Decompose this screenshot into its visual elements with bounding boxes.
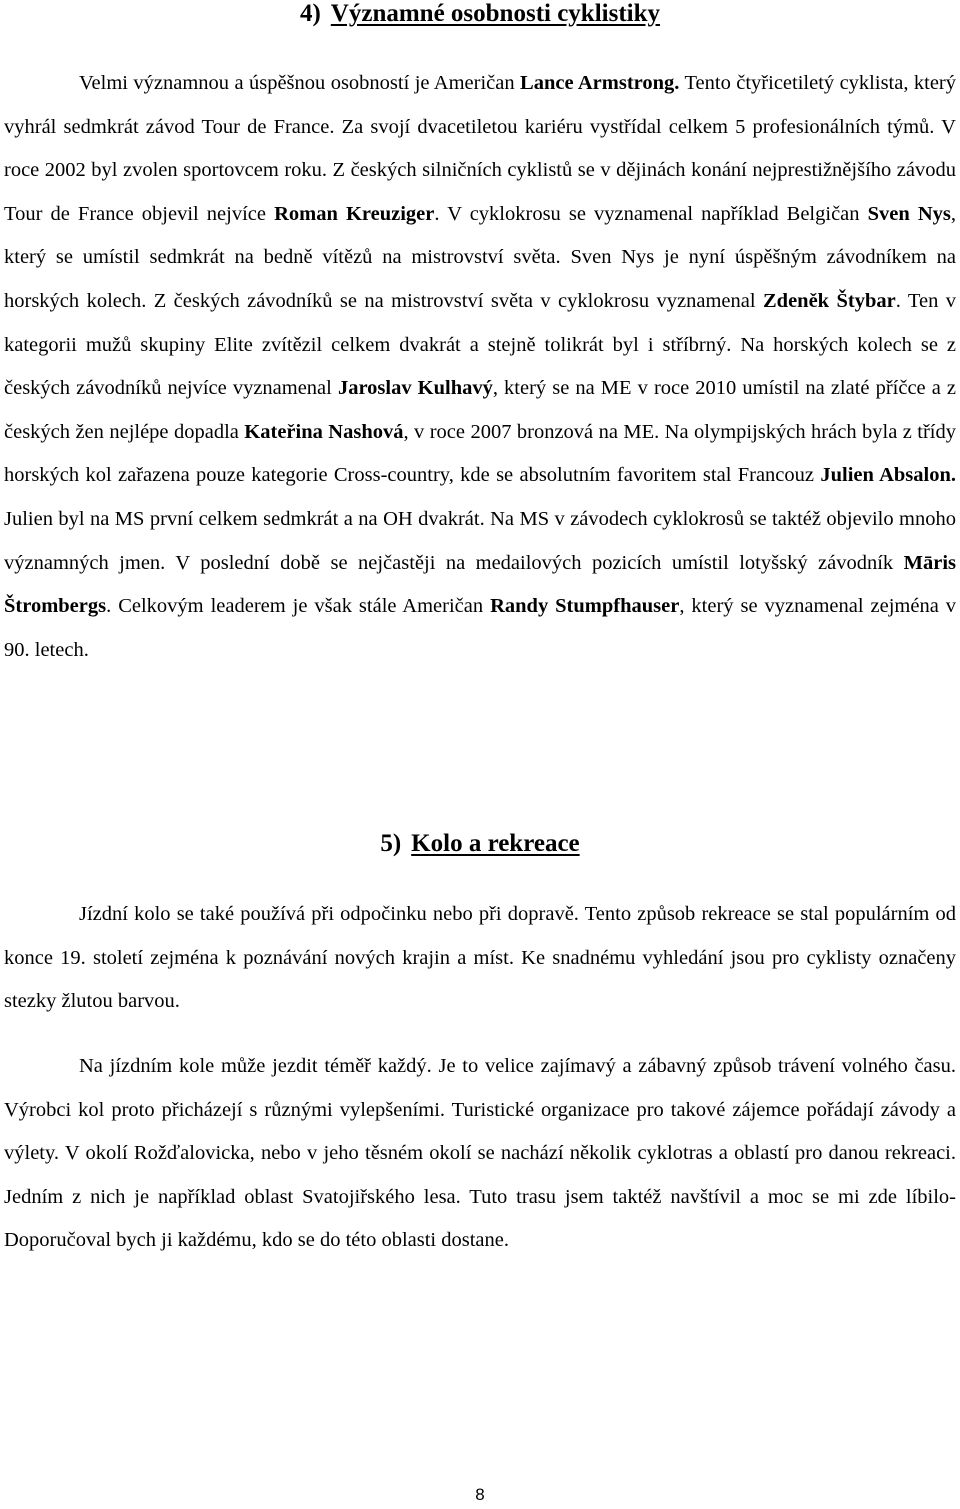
- section-5-title: Kolo a rekreace: [411, 830, 580, 857]
- person-name: Sven Nys: [867, 202, 951, 225]
- text-run: , který se vyznamenal zejména v 90. letech.: [4, 595, 956, 661]
- section-5-number: 5): [380, 830, 402, 857]
- text-run: . Ten v kategorii mužů skupiny Elite zvítězil celkem dvakrát a stejně tolikrát byl i stříbrný. Na horských kolech se z českých závodníků nejvíce vyznamenal: [4, 289, 956, 400]
- person-name: Julien Absalon.: [820, 464, 956, 487]
- person-name: Lance Armstrong.: [520, 72, 680, 94]
- section-4-paragraph: [4, 62, 956, 672]
- section-5-heading: [0, 830, 960, 858]
- text-run: , který se umístil sedmkrát na bedně vítězů na mistrovství světa. Sven Nys je nyní úspěšným závodníkem na horských kolech. Z českých závodníků se na mistrovství světa v cyklokrosu vyznamenal: [4, 202, 956, 312]
- text-run: Tento čtyřicetiletý cyklista, který vyhrál sedmkrát závod Tour de France. Za svojí dvacetiletou kariéru vystřídal celkem 5 profesionálních týmů. V roce 2002 byl zvolen sportovcem roku. Z českých silničních cyklistů se v dějinách konání nejprestižnějšího závodu Tour de France objevil nejvíce: [4, 72, 957, 225]
- person-name: Māris Štrombergs: [4, 551, 956, 618]
- text-run: Julien byl na MS první celkem sedmkrát a na OH dvakrát. Na MS v závodech cyklokrosů se taktéž objevilo mnoho významných jmen. V poslední době se nejčastěji na medailových pozicích umístil lotyšský závodník: [4, 507, 956, 574]
- person-name: Roman Kreuziger: [274, 202, 435, 225]
- section-4-number: 4): [299, 0, 321, 27]
- section-5-paragraph-1: Jízdní kolo se také používá při odpočinku nebo při dopravě. Tento způsob rekreace se stal populárním od konce 19. století zejména k poznávání nových krajin a míst. Ke snadnému vyhledání jsou pro cyklisty označeny stezky žlutou barvou.: [4, 903, 956, 1013]
- section-4-title: Významné osobnosti cyklistiky: [330, 0, 661, 27]
- section-5-paragraph-2: Na jízdním kole může jezdit téměř každý. Je to velice zajímavý a zábavný způsob trávení volného času. Výrobci kol proto přicházejí s různými vylepšeními. Turistické organizace pro takové zájemce pořádají závody a výlety. V okolí Rožďalovicka, nebo v jeho těsném okolí se nachází několik cyklotras a oblastí pro danou rekreaci. Jedním z nich je například oblast Svatojiřského lesa. Tuto trasu jsem taktéž navštívil a moc se mi zde líbilo- Doporučoval bych ji každému, kdo se do této oblasti dostane.: [4, 1055, 956, 1252]
- person-name: Zdeněk Štybar: [763, 289, 896, 312]
- section-4-heading: [0, 0, 960, 28]
- text-run: , který se na ME v roce 2010 umístil na zlaté příčce a z českých žen nejlépe dopadla: [4, 377, 956, 443]
- person-name: Jaroslav Kulhavý: [337, 377, 493, 400]
- text-run: Velmi významnou a úspěšnou osobností je Američan: [79, 72, 521, 94]
- text-run: . V cyklokrosu se vyznamenal například Belgičan: [434, 202, 868, 225]
- person-name: Randy Stumpfhauser: [490, 595, 680, 618]
- page-number: 8: [475, 1485, 485, 1504]
- text-run: . Celkovým leaderem je však stále Američan: [106, 595, 491, 618]
- person-name: Kateřina Nashová: [244, 420, 404, 443]
- text-run: , v roce 2007 bronzová na ME. Na olympijských hrách byla z třídy horských kol zařazena pouze kategorie Cross-country, kde se absolutním favoritem stal Francouz: [4, 420, 956, 487]
